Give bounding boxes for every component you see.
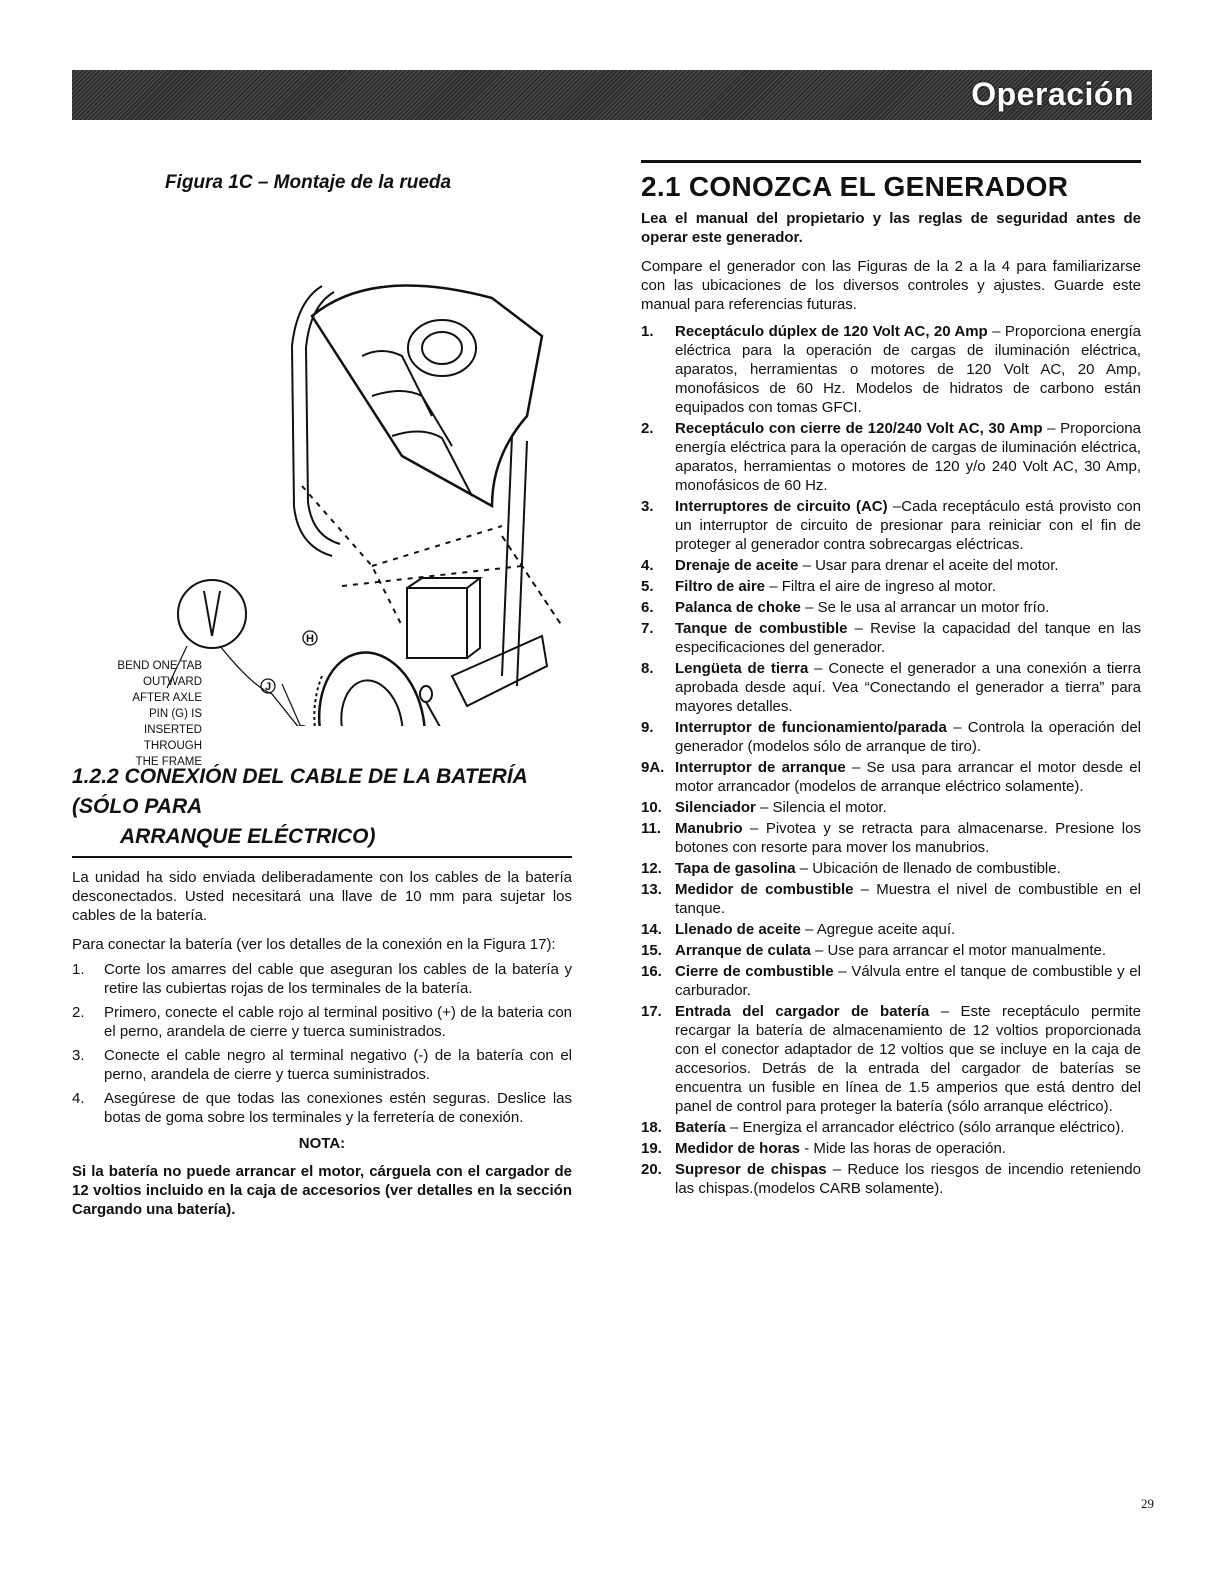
callout-line: BEND ONE TAB (117, 660, 202, 672)
list-item: 14. Llenado de aceite – Agregue aceite aquí. (641, 921, 956, 938)
list-item: 18. Batería – Energiza el arrancador eléctrico (sólo arranque eléctrico). (641, 1119, 1125, 1136)
generator-section-heading: 2.1 CONOZCA EL GENERADOR (641, 171, 1069, 202)
callout-line: THE FRAME (135, 756, 202, 768)
callout-line: THROUGH (143, 740, 202, 752)
wheel-assembly-figure (72, 206, 572, 768)
list-item: 12. Tapa de gasolina – Ubicación de llenado de combustible. (641, 860, 1061, 877)
battery-paragraph-2: Para conectar la batería (ver los detalles de la conexión en la Figura 17): (72, 936, 556, 953)
list-item: 16. Cierre de combustible – Válvula entre el tanque de combustible y el carburador. (641, 963, 1141, 999)
list-item: 10. Silenciador – Silencia el motor. (641, 799, 887, 816)
label-h: H (306, 633, 314, 645)
list-item: 8. Lengüeta de tierra – Conecte el generador a una conexión a tierra aprobada desde aquí. Vea “Conectando el generador a tierra” para mayores detalles. (641, 660, 1141, 715)
list-item: 4. Asegúrese de que todas las conexiones estén seguras. Deslice las botas de goma sobre los terminales y la ferretería de conexión. (72, 1090, 572, 1126)
generator-intro-bold: Lea el manual del propietario y las reglas de seguridad antes de operar este generador. (641, 210, 1141, 246)
figure-caption: Figura 1C – Montaje de la rueda (164, 172, 452, 193)
generator-intro: Compare el generador con las Figuras de la 2 a la 4 para familiarizarse con las ubicaciones de los diversos controles y ajustes. Guarde este manual para referencias futuras. (641, 258, 1141, 313)
list-item: 2. Receptáculo con cierre de 120/240 Volt AC, 30 Amp – Proporciona energía eléctrica para la operación de cargas de iluminación eléctrica, aparatos, herramientas o motores de 120 y/o 240 Volt AC, 30 Amp, monofásicos de 60 Hz. (641, 420, 1141, 494)
list-item: 19. Medidor de horas - Mide las horas de operación. (641, 1140, 1006, 1157)
page-number: 29 (1141, 1496, 1154, 1511)
right-column (641, 160, 1141, 1200)
list-item: 15. Arranque de culata – Use para arrancar el motor manualmente. (641, 942, 1107, 959)
list-item: 17. Entrada del cargador de batería – Este receptáculo permite recargar la batería de almacenamiento de 12 voltios proporcionada con el conector adaptador de 12 voltios que se incluye en la caja de accesorios. Detrás de la entrada del cargador de baterías se encuentra un fusible en línea de 1.5 amperios que está dentro del panel de control para proteger la batería (sólo arranque eléctrico). (641, 1003, 1142, 1115)
callout-line: AFTER AXLE (132, 692, 202, 704)
section-banner (72, 70, 1152, 120)
list-item: 4. Drenaje de aceite – Usar para drenar el aceite del motor. (641, 557, 1059, 574)
list-item: 5. Filtro de aire – Filtra el aire de ingreso al motor. (641, 578, 996, 595)
battery-paragraph-1: La unidad ha sido enviada deliberadamente con los cables de la batería desconectados. Usted necesitará una llave de 10 mm para sujetar los cables de la batería. (72, 869, 572, 924)
left-column (72, 172, 572, 1219)
heading-rule (641, 160, 1141, 163)
list-item: 7. Tanque de combustible – Revise la capacidad del tanque en las especificaciones del generador. (641, 620, 1141, 656)
figure-letter-markers (72, 206, 572, 726)
label-j: J (264, 681, 272, 693)
list-item: 13. Medidor de combustible – Muestra el nivel de combustible en el tanque. (641, 881, 1141, 917)
callout-line: INSERTED (144, 724, 202, 736)
callout-line: PIN (G) IS (148, 708, 202, 720)
banner-title: Operación (971, 76, 1134, 112)
list-item: 11. Manubrio – Pivotea y se retracta para almacenarse. Presione los botones con resorte para mover los manubrios. (641, 820, 1141, 856)
list-item: 9A. Interruptor de arranque – Se usa para arrancar el motor desde el motor arrancador (modelos de arranque eléctrico solamente). (641, 759, 1141, 795)
list-item: 6. Palanca de choke – Se le usa al arrancar un motor frío. (641, 599, 1050, 616)
battery-section-heading: 1.2.2 CONEXIÓN DEL CABLE DE LA BATERÍA (SÓLO PARA ARRANQUE ELÉCTRICO) (72, 762, 572, 858)
generator-parts-list (641, 322, 1141, 1198)
battery-steps (72, 960, 572, 1127)
list-item: 2. Primero, conecte el cable rojo al terminal positivo (+) de la bateria con el perno, arandela de cierre y tuerca suministrados. (72, 1004, 572, 1040)
list-item: 3. Interruptores de circuito (AC) –Cada receptáculo está provisto con un interruptor de circuito de presionar para reiniciar con el fin de proteger al generador contra sobrecargas eléctricas. (641, 498, 1141, 553)
list-item: 1. Receptáculo dúplex de 120 Volt AC, 20 Amp – Proporciona energía eléctrica para la operación de cargas de iluminación eléctrica, aparatos, herramientas o motores de 120 Volt AC, 20 Amp, monofásicos de 60 Hz. Modelos de hidratos de carbono están equipados con tomas GFCI. (641, 323, 1141, 416)
list-item: 20. Supresor de chispas – Reduce los riesgos de incendio reteniendo las chispas.(modelos CARB solamente). (641, 1161, 1141, 1197)
note-title: NOTA: (298, 1135, 346, 1152)
figure-callout (90, 658, 202, 770)
list-item: 1. Corte los amarres del cable que aseguran los cables de la batería y retire las cubiertas rojas de los terminales de la batería. (72, 961, 572, 997)
list-item: 3. Conecte el cable negro al terminal negativo (-) de la batería con el perno, arandela de cierre y tuerca suministrados. (72, 1047, 572, 1083)
note-body: Si la batería no puede arrancar el motor, cárguela con el cargador de 12 voltios incluido en la caja de accesorios (ver detalles en la sección Cargando una batería). (72, 1163, 572, 1218)
callout-line: OUTWARD (143, 676, 202, 688)
list-item: 9. Interruptor de funcionamiento/parada – Controla la operación del generador (modelos sólo de arranque de tiro). (641, 719, 1142, 755)
